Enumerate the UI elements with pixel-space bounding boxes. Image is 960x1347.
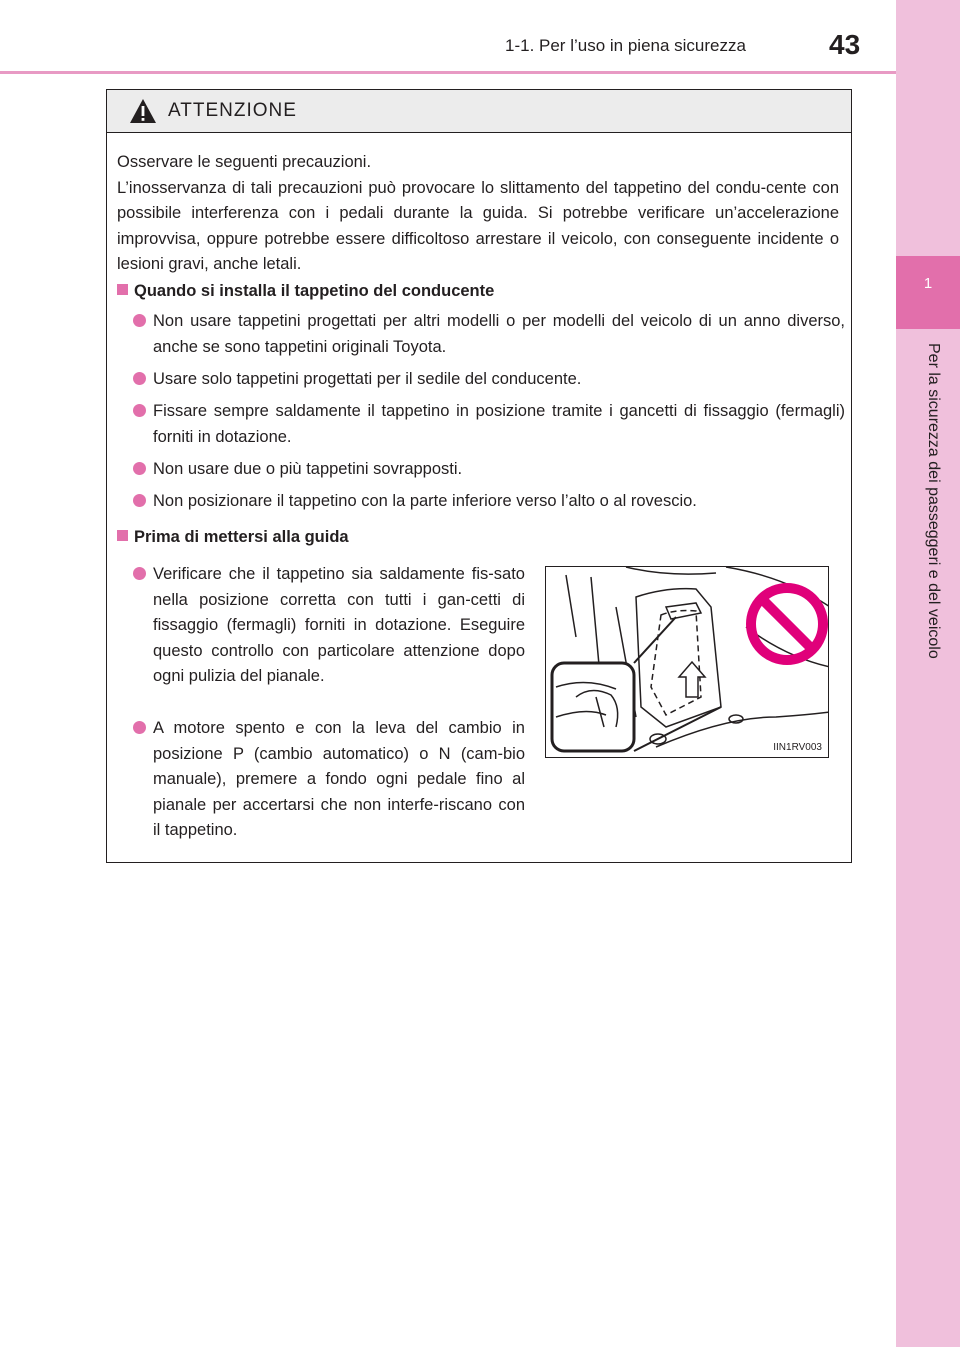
- list-item: Non usare tappetini progettati per altri modelli o per modelli del veicolo di un anno diverso, anche se sono tappetini originali Toyota.: [133, 309, 845, 360]
- square-bullet-icon: [117, 284, 128, 295]
- chapter-side-tab: [896, 0, 960, 1347]
- bullet-dot-icon: [133, 567, 146, 580]
- illustration-code: IIN1RV003: [773, 742, 822, 753]
- chapter-title: Per la sicurezza dei passeggeri e del veicolo: [925, 343, 942, 659]
- bullet-dot-icon: [133, 494, 146, 507]
- floor-mat-illustration: [545, 566, 829, 758]
- bullet-dot-icon: [133, 372, 146, 385]
- list-item: Fissare sempre saldamente il tappetino in posizione tramite i gancetti di fissaggio (fermagli) forniti in dotazione.: [133, 399, 845, 450]
- section-title: 1-1. Per l’uso in piena sicurezza: [505, 36, 746, 55]
- list-item: Non usare due o più tappetini sovrapposti.: [133, 457, 845, 483]
- section-heading-2: Prima di mettersi alla guida: [117, 528, 349, 547]
- bullet-dot-icon: [133, 721, 146, 734]
- floor-mat-drawing: [546, 567, 829, 758]
- intro-text: Osservare le seguenti precauzioni. L’inosservanza di tali precauzioni può provocare lo slittamento del tappetino del condu-cente con possibile interferenza con i pedali durante la guida. Si potrebbe verificare un’accelerazione improvvisa, oppure potrebbe essere difficoltoso arrestare il veicolo, con conseguente incidente o lesioni gravi, anche letali.: [117, 153, 839, 273]
- page-number: 43: [829, 29, 861, 60]
- list-item: Non posizionare il tappetino con la parte inferiore verso l’alto o al rovescio.: [133, 489, 845, 515]
- bullet-dot-icon: [133, 314, 146, 327]
- square-bullet-icon: [117, 530, 128, 541]
- bullet-dot-icon: [133, 404, 146, 417]
- list-item: Verificare che il tappetino sia saldamente fis-sato nella posizione corretta con tutti i gan-cetti di fissaggio (fermagli) forniti in dotazione. Eseguire questo controllo con particolare attenzione dopo ogni pulizia del pianale.: [133, 562, 525, 690]
- chapter-number: 1: [896, 256, 960, 329]
- warning-intro: [117, 150, 839, 278]
- list-item: A motore spento e con la leva del cambio in posizione P (cambio automatico) o N (cam-bio manuale), premere a fondo ogni pedale fino al pianale per accertarsi che non interfe-riscano con il tappetino.: [133, 716, 525, 844]
- warning-header: [107, 90, 851, 133]
- bullet-dot-icon: [133, 462, 146, 475]
- warning-title: ATTENZIONE: [168, 100, 297, 121]
- section-heading-1: Quando si installa il tappetino del conducente: [117, 282, 494, 301]
- warning-box: [106, 89, 852, 863]
- warning-triangle-icon: [129, 98, 157, 124]
- list-item: Usare solo tappetini progettati per il sedile del conducente.: [133, 367, 845, 393]
- header-rule: [0, 71, 896, 74]
